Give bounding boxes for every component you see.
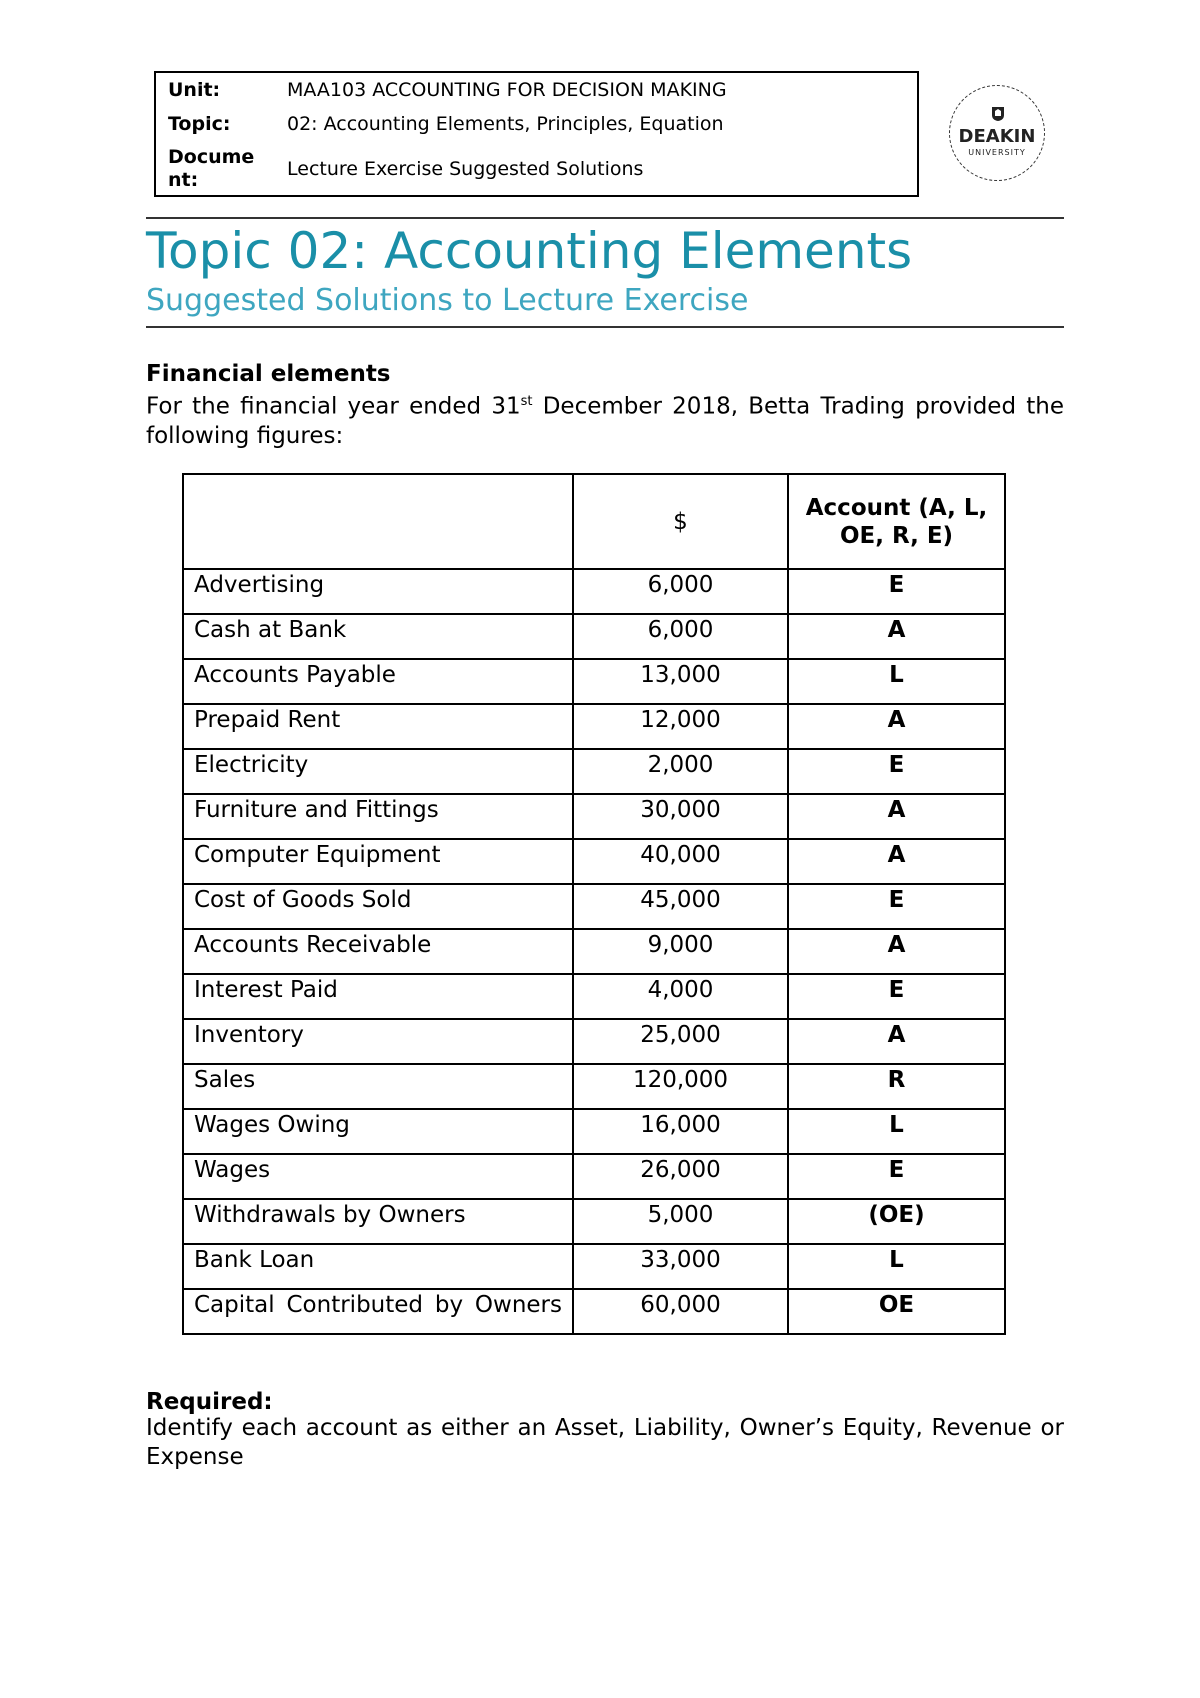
unit-value: MAA103 ACCOUNTING FOR DECISION MAKING [287, 79, 727, 101]
classification-cell: A [788, 794, 1005, 839]
document-label-line1: Docume [168, 146, 255, 168]
university-logo [949, 85, 1045, 181]
table-row [183, 974, 1005, 1019]
table-row [183, 1064, 1005, 1109]
amount-cell: 13,000 [573, 659, 788, 704]
table-row [183, 1154, 1005, 1199]
amount-cell: 60,000 [573, 1289, 788, 1334]
classification-cell: A [788, 839, 1005, 884]
amount-cell: 6,000 [573, 614, 788, 659]
amount-cell: 45,000 [573, 884, 788, 929]
logo-subtitle: UNIVERSITY [968, 148, 1026, 157]
account-name-cell: Bank Loan [183, 1244, 573, 1289]
amount-cell: 2,000 [573, 749, 788, 794]
page-subtitle: Suggested Solutions to Lecture Exercise [146, 283, 749, 318]
amount-cell: 4,000 [573, 974, 788, 1019]
intro-text-end: December 2018, Betta Trading provided the following figures: [146, 393, 1064, 449]
table-row [183, 614, 1005, 659]
table-row [183, 659, 1005, 704]
account-name-cell: Advertising [183, 569, 573, 614]
table-row [183, 1109, 1005, 1154]
table-row [183, 1019, 1005, 1064]
amount-cell: 12,000 [573, 704, 788, 749]
intro-superscript: st [520, 394, 533, 409]
classification-cell: A [788, 704, 1005, 749]
classification-cell: E [788, 749, 1005, 794]
topic-value: 02: Accounting Elements, Principles, Equation [287, 113, 724, 135]
table-row [183, 929, 1005, 974]
title-rule-top [146, 217, 1064, 219]
account-name-cell: Wages Owing [183, 1109, 573, 1154]
required-heading: Required: [146, 1389, 273, 1415]
account-name-cell: Computer Equipment [183, 839, 573, 884]
classification-cell: OE [788, 1289, 1005, 1334]
account-name-cell: Interest Paid [183, 974, 573, 1019]
document-value: Lecture Exercise Suggested Solutions [287, 158, 644, 180]
table-row [183, 839, 1005, 884]
table-row [183, 1289, 1005, 1334]
account-name-cell: Inventory [183, 1019, 573, 1064]
account-name-cell: Accounts Payable [183, 659, 573, 704]
amount-cell: 26,000 [573, 1154, 788, 1199]
classification-cell: E [788, 569, 1005, 614]
table-row [183, 704, 1005, 749]
table-row [183, 749, 1005, 794]
account-name-cell: Withdrawals by Owners [183, 1199, 573, 1244]
document-label-line2: nt: [168, 169, 199, 191]
account-name-cell: Capital Contributed by Owners [183, 1289, 573, 1334]
account-name-cell: Electricity [183, 749, 573, 794]
classification-cell: A [788, 929, 1005, 974]
amount-cell: 16,000 [573, 1109, 788, 1154]
classification-cell: L [788, 659, 1005, 704]
classification-cell: A [788, 1019, 1005, 1064]
amount-cell: 6,000 [573, 569, 788, 614]
topic-label: Topic: [168, 113, 231, 135]
amount-cell: 30,000 [573, 794, 788, 839]
classification-cell: A [788, 614, 1005, 659]
header-classification: Account (A, L, OE, R, E) [788, 474, 1005, 569]
crest-icon [990, 106, 1006, 122]
amount-cell: 9,000 [573, 929, 788, 974]
intro-text-start: For the financial year ended 31 [146, 393, 521, 420]
amount-cell: 33,000 [573, 1244, 788, 1289]
classification-cell: E [788, 974, 1005, 1019]
account-name-cell: Prepaid Rent [183, 704, 573, 749]
classification-cell: R [788, 1064, 1005, 1109]
account-name-cell: Sales [183, 1064, 573, 1109]
amount-cell: 5,000 [573, 1199, 788, 1244]
amount-cell: 40,000 [573, 839, 788, 884]
document-header-box [154, 71, 919, 197]
classification-cell: E [788, 1154, 1005, 1199]
account-name-cell: Cash at Bank [183, 614, 573, 659]
header-account-name [183, 474, 573, 569]
header-amount: $ [573, 474, 788, 569]
intro-paragraph [146, 387, 1064, 451]
classification-cell: (OE) [788, 1199, 1005, 1244]
table-row [183, 794, 1005, 839]
table-row [183, 1199, 1005, 1244]
section-heading: Financial elements [146, 361, 391, 387]
financial-figures-table [182, 473, 1006, 1335]
account-name-cell: Accounts Receivable [183, 929, 573, 974]
amount-cell: 25,000 [573, 1019, 788, 1064]
account-name-cell: Wages [183, 1154, 573, 1199]
account-name-cell: Cost of Goods Sold [183, 884, 573, 929]
account-name-cell: Furniture and Fittings [183, 794, 573, 839]
unit-label: Unit: [168, 79, 221, 101]
logo-name: DEAKIN [958, 126, 1036, 147]
classification-cell: L [788, 1109, 1005, 1154]
table-row [183, 1244, 1005, 1289]
required-text: Identify each account as either an Asset, Liability, Owner’s Equity, Revenue or Expense [146, 1415, 1064, 1470]
table-header-row [183, 474, 1005, 569]
classification-cell: E [788, 884, 1005, 929]
classification-cell: L [788, 1244, 1005, 1289]
table-row [183, 884, 1005, 929]
page-title: Topic 02: Accounting Elements [146, 222, 913, 280]
amount-cell: 120,000 [573, 1064, 788, 1109]
table-row [183, 569, 1005, 614]
title-rule-bottom [146, 326, 1064, 328]
